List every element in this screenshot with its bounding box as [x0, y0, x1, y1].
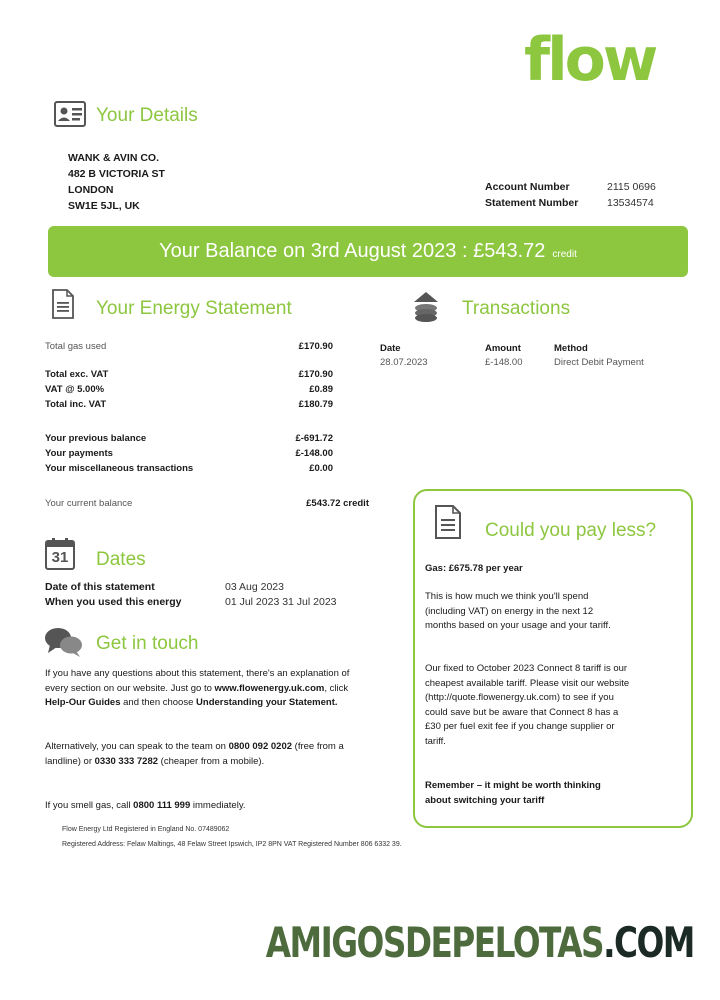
- column-header-amount: Amount: [485, 343, 521, 354]
- calendar-day: 31: [51, 549, 69, 566]
- statement-value: £-691.72: [295, 433, 333, 444]
- statement-label: Total gas used: [45, 341, 107, 352]
- chat-bubbles-icon: [44, 626, 84, 658]
- flow-logo: flow: [524, 25, 656, 95]
- address-line: WANK & AVIN CO.: [68, 152, 159, 164]
- id-card-icon: [54, 101, 86, 127]
- statement-row: [45, 397, 333, 412]
- pay-less-reminder: Remember – it might be worth thinking about switching your tariff: [425, 780, 601, 806]
- column-header-date: Date: [380, 343, 401, 354]
- dates-row: [45, 595, 365, 610]
- statement-row: [45, 496, 369, 511]
- statement-label: Total exc. VAT: [45, 369, 109, 380]
- statement-label: Your previous balance: [45, 433, 147, 444]
- energy-statement-table: [45, 339, 333, 354]
- statement-label: Your current balance: [45, 498, 133, 509]
- dates-row: [45, 580, 365, 595]
- document-icon: [435, 505, 461, 539]
- account-number-label: Account Number: [485, 181, 570, 193]
- pay-less-heading: Could you pay less?: [485, 520, 657, 541]
- address-line: SW1E 5JL, UK: [68, 200, 140, 212]
- footer-registration: Flow Energy Ltd Registered in England No. 07489062: [62, 826, 230, 833]
- watermark: AMIGOSDEPELOTAS.COM: [265, 918, 694, 967]
- document-icon: [52, 289, 74, 319]
- pay-less-paragraph: Our fixed to October 2023 Connect 8 tariff is our cheapest available tariff. Please visit our website (http://quote.flowenergy.uk.com) to see if you could save but be aware that Connect 8 has a £30 per fuel exit fee if you change supplier or tariff.: [425, 663, 630, 747]
- account-info: [485, 179, 656, 211]
- usage-period-label: When you used this energy: [45, 596, 182, 608]
- vat-summary: [45, 367, 333, 412]
- transaction-method: Direct Debit Payment: [554, 357, 644, 368]
- footer-address: Registered Address: Felaw Maltings, 48 Felaw Street Ipswich, IP2 8PN VAT Registered Number 806 6332 39.: [62, 841, 402, 848]
- gas-annual-estimate: Gas: £675.78 per year: [425, 563, 523, 574]
- pay-less-paragraph: This is how much we think you'll spend (including VAT) on energy in the next 12 months based on your usage and your tariff.: [425, 591, 611, 631]
- statement-label: Your payments: [45, 448, 113, 459]
- address-line: LONDON: [68, 184, 114, 196]
- your-details-heading: Your Details: [96, 105, 198, 126]
- balance-summary: [45, 431, 333, 476]
- customer-address: [68, 150, 165, 214]
- contact-paragraph-phone: Alternatively, you can speak to the team on 0800 092 0202 (free from a landline) or 0330 333 7282 (cheaper from a mobile).: [45, 741, 344, 767]
- statement-value: £-148.00: [295, 448, 333, 459]
- statement-row: [45, 431, 333, 446]
- transaction-amount: £-148.00: [485, 357, 523, 368]
- statement-number-label: Statement Number: [485, 197, 579, 209]
- balance-banner: [48, 226, 688, 277]
- transaction-date: 28.07.2023: [380, 357, 428, 368]
- statement-row: [45, 446, 333, 461]
- dates-heading: Dates: [96, 549, 146, 570]
- phone-mobile: 0330 333 7282: [94, 755, 159, 767]
- statement-row: [45, 382, 333, 397]
- column-header-method: Method: [554, 343, 588, 354]
- calendar-icon: [45, 538, 75, 570]
- statement-date-label: Date of this statement: [45, 581, 155, 593]
- website-link[interactable]: www.flowenergy.uk.com: [214, 682, 325, 694]
- get-in-touch-heading: Get in touch: [96, 633, 199, 654]
- statement-value: £180.79: [298, 399, 333, 410]
- account-number: 2115 0696: [607, 181, 656, 193]
- statement-row: [45, 339, 333, 354]
- statement-row: [45, 461, 333, 476]
- help-guides-link[interactable]: Help-Our Guides: [45, 697, 121, 708]
- gas-emergency-text: If you smell gas, call 0800 111 999 immediately.: [45, 800, 246, 811]
- contact-paragraph-website: If you have any questions about this statement, there's an explanation of every section on our website. Just go to www.flowenergy.uk.com, click Help-Our Guides and then choose Understanding your Statement.: [45, 668, 350, 708]
- statement-label: VAT @ 5.00%: [45, 384, 105, 395]
- statement-row: [45, 367, 333, 382]
- usage-period: 01 Jul 2023 31 Jul 2023: [225, 596, 337, 608]
- balance-credit-suffix: credit: [552, 249, 577, 260]
- address-line: 482 B VICTORIA ST: [68, 168, 165, 180]
- coins-icon: [408, 288, 444, 324]
- dates-table: [45, 580, 365, 610]
- statement-label: Your miscellaneous transactions: [45, 463, 194, 474]
- transactions-heading: Transactions: [462, 298, 571, 319]
- phone-landline: 0800 092 0202: [228, 741, 293, 752]
- current-balance: [45, 496, 369, 511]
- statement-value: £543.72 credit: [306, 498, 369, 509]
- statement-value: £0.89: [309, 384, 333, 395]
- energy-statement-heading: Your Energy Statement: [96, 298, 292, 319]
- balance-text: Your Balance on 3rd August 2023 : £543.72: [159, 240, 546, 262]
- understanding-statement-link[interactable]: Understanding your Statement.: [196, 697, 338, 708]
- statement-date: 03 Aug 2023: [225, 581, 284, 593]
- statement-value: £0.00: [309, 463, 333, 474]
- statement-number: 13534574: [607, 197, 654, 209]
- statement-label: Total inc. VAT: [45, 399, 107, 410]
- emergency-phone: 0800 111 999: [133, 800, 191, 811]
- statement-value: £170.90: [298, 341, 333, 352]
- statement-value: £170.90: [298, 369, 333, 380]
